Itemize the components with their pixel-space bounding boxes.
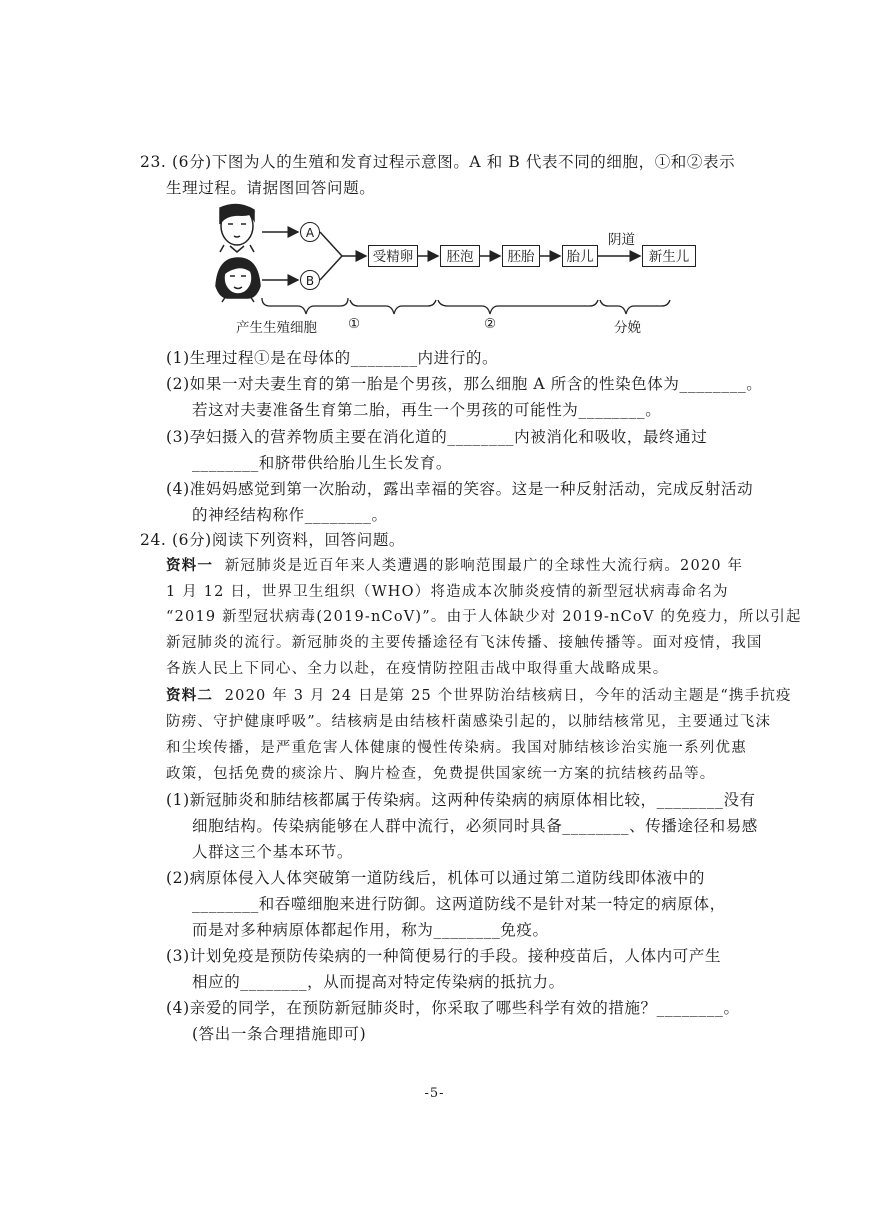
q24-sub1-line1: (1)新冠肺炎和肺结核都属于传染病。这两种传染病的病原体相比较，________没有 xyxy=(166,791,756,809)
q23-heading: 23. (6分)下图为人的生殖和发育过程示意图。A 和 B 代表不同的细胞，①和②表示 xyxy=(140,153,736,171)
material-1-line1 xyxy=(166,556,743,576)
embryo-box: 胚胎 xyxy=(502,245,540,267)
blastocyst-box: 胚泡 xyxy=(440,245,480,267)
q24-sub1-line3: 人群这三个基本环节。 xyxy=(192,843,354,861)
material-1-label: 资料一 xyxy=(166,557,214,574)
q23-sub1: (1)生理过程①是在母体的________内进行的。 xyxy=(166,349,499,367)
material-1-line4: 新冠肺炎的流行。新冠肺炎的主要传播途径有飞沫传播、接触传播等。面对疫情，我国 xyxy=(166,635,763,651)
fetus-box: 胎儿 xyxy=(562,245,598,267)
reproduction-diagram xyxy=(210,202,730,337)
material-2-line2: 防痨、守护健康呼吸”。结核病是由结核杆菌感染引起的，以肺结核常见，主要通过飞沫 xyxy=(166,714,772,730)
q24-sub3-line1: (3)计划免疫是预防传染病的一种简便易行的手段。接种疫苗后，人体内可产生 xyxy=(166,947,722,965)
q23-heading-cont: 生理过程。请据图回答问题。 xyxy=(166,179,376,197)
q24-sub4-line2: (答出一条合理措施即可) xyxy=(192,1025,367,1043)
q23-sub4-line2: 的神经结构称作________。 xyxy=(192,506,388,524)
material-2-line4: 政策，包括免费的痰涂片、胸片检查，免费提供国家统一方案的抗结核药品等。 xyxy=(166,766,716,782)
page-number: -5- xyxy=(424,1086,445,1101)
q24-sub2-line3: 而是对多种病原体都起作用，称为________免疫。 xyxy=(192,921,549,939)
cell-a-circle: A xyxy=(300,222,320,242)
material-1-line2: 1 月 12 日，世界卫生组织（WHO）将造成本次肺炎疫情的新型冠状病毒命名为 xyxy=(166,584,729,600)
q24-sub3-line2: 相应的________，从而提高对特定传染病的抵抗力。 xyxy=(192,973,565,991)
material-1-line5: 各族人民上下同心、全力以赴，在疫情防控阻击战中取得重大战略成果。 xyxy=(166,661,669,677)
q24-sub2-line1: (2)病原体侵入人体突破第一道防线后，机体可以通过第二道防线即体液中的 xyxy=(166,869,705,887)
cell-b-circle: B xyxy=(300,270,320,290)
q24-heading: 24. (6分)阅读下列资料，回答问题。 xyxy=(140,531,406,549)
delivery-label: 分娩 xyxy=(614,320,641,336)
process-1-label: ① xyxy=(348,316,361,332)
vagina-label: 阴道 xyxy=(608,232,635,248)
material-1-line3: “2019 新型冠状病毒(2019-nCoV)”。由于人体缺少对 2019-nCoV 的免疫力，所以引起 xyxy=(166,609,802,625)
q24-sub4-line1: (4)亲爱的同学，在预防新冠肺炎时，你采取了哪些科学有效的措施？________。 xyxy=(166,999,740,1017)
material-1-text: 新冠肺炎是近百年来人类遭遇的影响范围最广的全球性大流行病。2020 年 xyxy=(224,558,744,574)
q23-sub3-line2: ________和脐带供给胎儿生长发育。 xyxy=(192,454,453,472)
material-2-label: 资料二 xyxy=(166,687,214,704)
material-2-text: 2020 年 3 月 24 日是第 25 个世界防治结核病日，今年的活动主题是“携手抗疫 xyxy=(224,688,792,704)
fertilized-egg-box: 受精卵 xyxy=(368,245,418,267)
q23-sub2-line2: 若这对夫妻准备生育第二胎，再生一个男孩的可能性为________。 xyxy=(192,401,662,419)
q23-sub3-line1: (3)孕妇摄入的营养物质主要在消化道的________内被消化和吸收，最终通过 xyxy=(166,428,708,446)
man-face-icon xyxy=(220,204,254,252)
process-2-label: ② xyxy=(484,316,497,332)
q24-sub1-line2: 细胞结构。传染病能够在人群中流行，必须同时具备________、传播途径和易感 xyxy=(192,817,758,835)
q23-sub2-line1: (2)如果一对夫妻生育的第一胎是个男孩，那么细胞 A 所含的性染色体为________。 xyxy=(166,375,763,393)
woman-face-icon xyxy=(216,258,260,302)
material-2-line1 xyxy=(166,686,792,706)
gamete-production-label: 产生生殖细胞 xyxy=(236,320,317,336)
q23-sub4-line1: (4)准妈妈感觉到第一次胎动，露出幸福的笑容。这是一种反射活动，完成反射活动 xyxy=(166,480,754,498)
newborn-box: 新生儿 xyxy=(642,245,696,267)
q24-sub2-line2: ________和吞噬细胞来进行防御。这两道防线不是针对某一特定的病原体， xyxy=(192,895,726,913)
material-2-line3: 和尘埃传播，是严重危害人体健康的慢性传染病。我国对肺结核诊治实施一系列优惠 xyxy=(166,740,747,756)
